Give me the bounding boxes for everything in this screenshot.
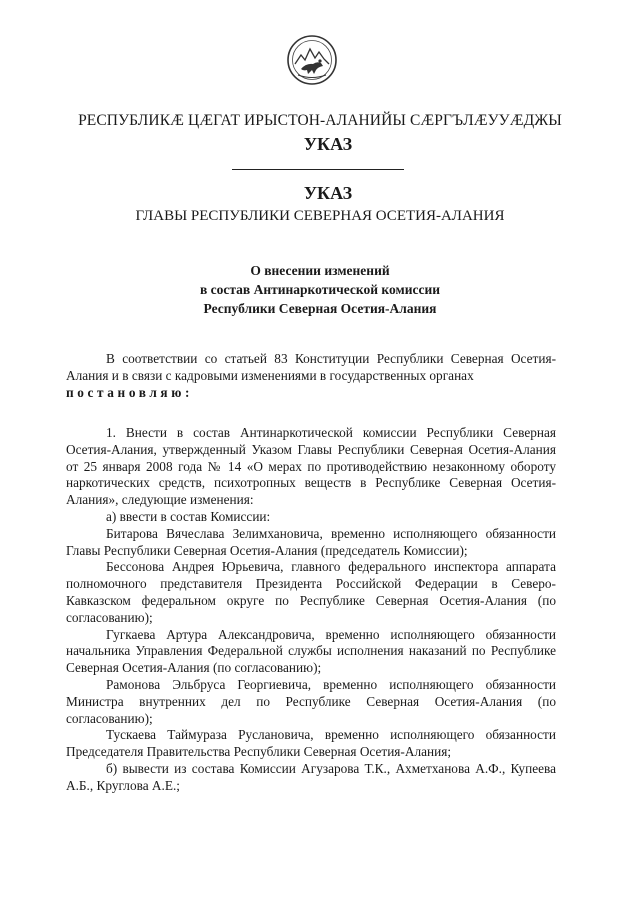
- item-paragraph: б) вывести из состава Комиссии Агузарова Т.К., Ахметханова А.Ф., Купеева А.Б., Круглова А.Е.;: [66, 760, 556, 793]
- item-paragraph: Битарова Вячеслава Зелимхановича, временно исполняющего обязанности Главы Республики Северная Осетия-Алания (председатель Комиссии);: [66, 525, 556, 558]
- intro-paragraph: В соответствии со статьей 83 Конституции Республики Северная Осетия-Алания и в связи с кадровыми изменениями в государственных органах: [66, 351, 556, 383]
- decree-verb: [66, 385, 556, 402]
- subject-line-1: О внесении изменений: [250, 263, 390, 278]
- item-paragraph: а) ввести в состав Комиссии:: [106, 508, 271, 524]
- item-paragraph: 1. Внести в состав Антинаркотической комиссии Республики Северная Осетия-Алания, утвержденный Указом Главы Республики Северная Осетия-Алания от 25 января 2008 года № 14 «О мерах по противодействию незаконному обороту наркотических средств, психотропных веществ в Республике Северная Осетия-Алания», следующие изменения:: [66, 425, 556, 508]
- item-paragraph: Гугкаева Артура Александровича, временно исполняющего обязанности начальника Управления Федеральной службы исполнения наказаний по Республике Северная Осетия-Алания (по согласованию);: [66, 626, 556, 676]
- item-paragraph: Тускаева Таймураза Руслановича, временно исполняющего обязанности Председателя Правительства Республики Северная Осетия-Алания;: [66, 727, 556, 760]
- subject-line-2: в состав Антинаркотической комиссии: [199, 282, 441, 297]
- item-paragraph: Бессонова Андрея Юрьевича, главного федерального инспектора аппарата полномочного представителя Президента Российской Федерации в Северо-Кавказском федеральном округе по Республике Северная Осетия-Алания (по согласованию);: [66, 559, 556, 625]
- intro-block: [66, 351, 556, 401]
- title-divider: [232, 169, 404, 170]
- item-paragraph: Рамонова Эльбруса Георгиевича, временно исполняющего обязанности Министра внутренних дел по Республике Северная Осетия-Алания (по согласованию);: [66, 676, 556, 726]
- subject-line-3: Республики Северная Осетия-Алания: [203, 301, 437, 316]
- coat-of-arms-emblem-icon: [286, 34, 338, 86]
- republic-title-osetian: РЕСПУБЛИКÆ ЦÆГАТ ИРЫСТОН-АЛАНИЙЫ СÆРГЪЛÆУУÆДЖЫ: [78, 112, 562, 129]
- head-of-republic-title: ГЛАВЫ РЕСПУБЛИКИ СЕВЕРНАЯ ОСЕТИЯ-АЛАНИЯ: [135, 208, 505, 224]
- decree-title-osetian: УКАЗ: [303, 134, 353, 154]
- decree-items: [66, 425, 556, 795]
- decree-title-russian: УКАЗ: [303, 183, 353, 203]
- decree-verb-text: постановляю:: [66, 384, 193, 400]
